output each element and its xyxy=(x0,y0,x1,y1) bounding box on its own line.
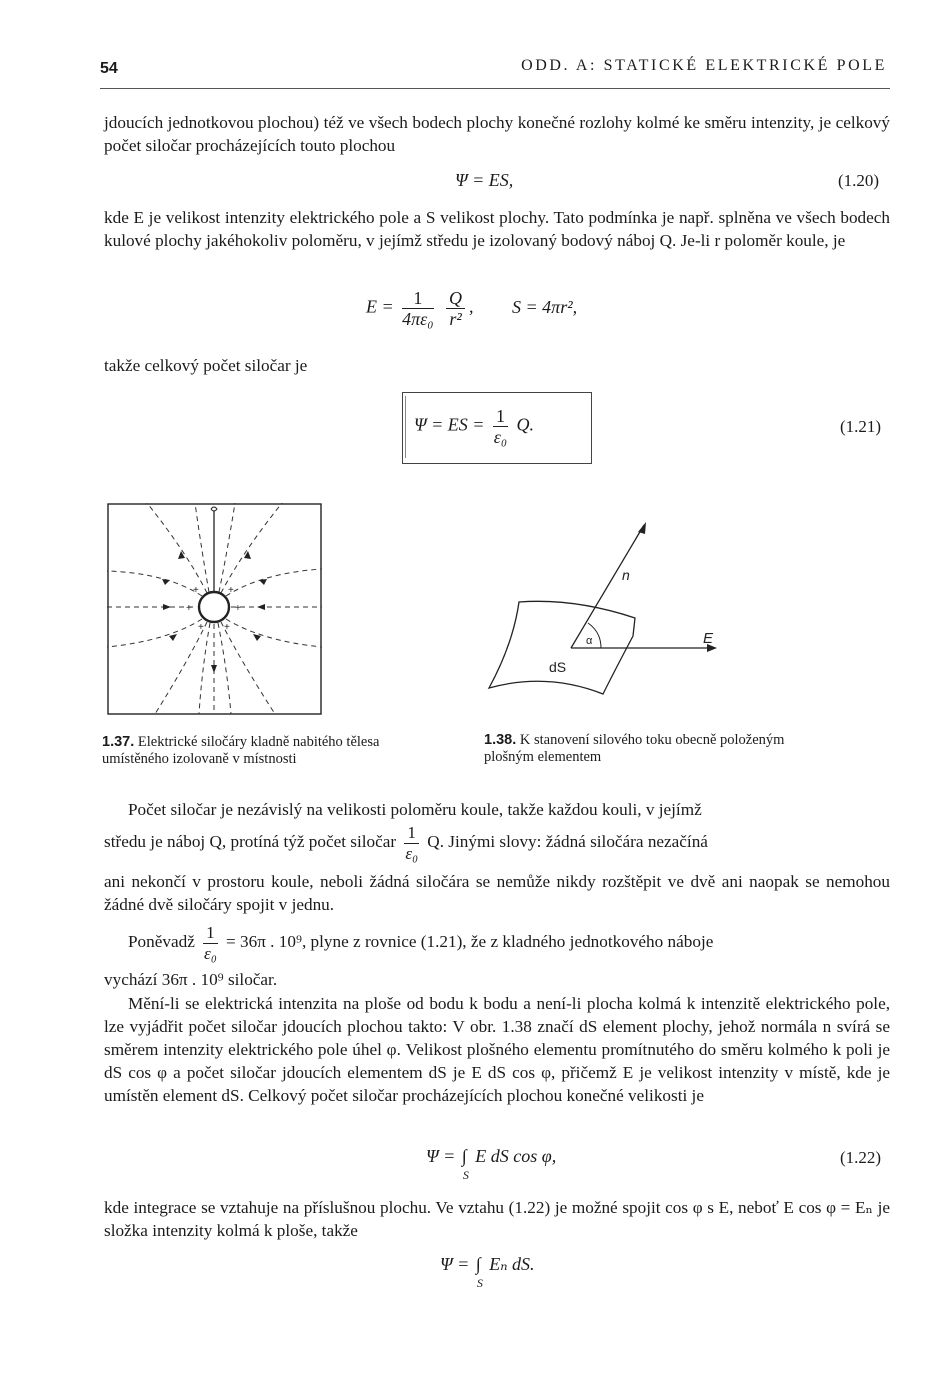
fraction-numerator: 1 xyxy=(404,823,419,844)
paragraph-5b: vychází 36π . 10⁹ siločar. xyxy=(104,970,278,989)
angle-label: α xyxy=(586,635,593,647)
charged-sphere xyxy=(199,592,229,622)
running-head: ODD. A: STATICKÉ ELEKTRICKÉ POLE xyxy=(521,57,887,74)
normal-label: n xyxy=(622,567,630,583)
normal-arrowhead xyxy=(638,522,646,534)
paragraph-4b xyxy=(104,822,890,864)
integral-domain: S xyxy=(476,1276,483,1290)
paragraph-4a: Počet siločar je nezávislý na velikosti poloměru koule, takže každou kouli, v jejímž xyxy=(128,800,702,819)
eq-last-left: Ψ = xyxy=(440,1254,470,1274)
paragraph-5 xyxy=(104,922,890,964)
caption-text: Elektrické siločáry kladně nabitého tělesa umístěného izolovaně v místnosti xyxy=(102,734,380,767)
integral-sign: ∫ S xyxy=(475,1254,483,1290)
p4b-after: Q. Jinými slovy: žádná siločára nezačíná xyxy=(427,832,708,851)
caption-text: K stanovení silového toku obecně položeným plošným elementem xyxy=(484,732,785,765)
inline-fraction-1-over-eps0 xyxy=(203,923,218,964)
p4b-before: středu je náboj Q, protíná týž počet siločar xyxy=(104,832,397,851)
eq121-right: Q. xyxy=(516,414,534,435)
fraction-denominator: r² xyxy=(449,309,462,329)
svg-text:+: + xyxy=(193,585,199,596)
fraction-denominator: 4πε₀ xyxy=(402,309,434,329)
fraction-1-over-eps0 xyxy=(493,406,508,447)
svg-text:+: + xyxy=(186,603,192,614)
caption-number: 1.38. xyxy=(484,732,517,748)
equation-1-20: Ψ = ES, xyxy=(455,170,514,190)
paragraph-6: Mění-li se elektrická intenzita na ploše od bodu k bodu a není-li plocha kolmá k intenzitě elektrického pole, lze vyjádřit počet siločar jdoucích plochou takto: V obr. 1.38 značí dS element plochy, jehož normála n svírá se směrem intenzity elektrického pole úhel φ. Velikost plošného elementu promítnutého do směru kolmého k poli je dS cos φ a počet siločar jdoucích elementem dS je E dS cos φ, přičemž E je velikost intenzity v místě, kde je umístěn element dS. Celkový počet siločar procházejících plochou konečné velikosti je xyxy=(104,994,890,1105)
p5-before: Poněvadž xyxy=(128,932,195,951)
figure-1-37-caption xyxy=(102,734,432,768)
eq-E-left: E = xyxy=(366,296,394,317)
equation-flux-normal xyxy=(440,1254,535,1290)
fraction-Q-over-r2 xyxy=(446,288,465,329)
svg-text:+: + xyxy=(235,603,241,614)
paragraph-3: takže celkový počet siločar je xyxy=(104,356,308,375)
caption-number: 1.37. xyxy=(102,734,135,750)
integral-domain: S xyxy=(462,1168,469,1182)
equation-number-1-20: (1.20) xyxy=(838,171,880,190)
equation-1-21 xyxy=(414,406,534,447)
paragraph-7: kde integrace se vztahuje na příslušnou plochu. Ve vztahu (1.22) je možné spojit cos φ s E, neboť E cos φ = Eₙ je složka intenzity kolmá k ploše, takže xyxy=(104,1198,890,1240)
svg-text:+: + xyxy=(198,622,204,633)
figure-1-37-field-lines xyxy=(107,503,322,715)
fraction-denominator: ε₀ xyxy=(493,427,508,447)
fraction-numerator: 1 xyxy=(402,288,433,309)
integral-sign: ∫ S xyxy=(461,1146,469,1182)
paragraph-2: kde E je velikost intenzity elektrického pole a S velikost plochy. Tato podmínka je např. splněna ve všech bodech kulové plochy jakéhokoliv poloměru, v jejímž středu je izolovaný bodový náboj Q. Je-li r poloměr koule, je xyxy=(104,208,890,250)
fraction-1-over-4pieps0 xyxy=(402,288,433,329)
eq122-left: Ψ = xyxy=(426,1146,456,1166)
figure-1-38-surface-element xyxy=(485,520,725,695)
eq122-right: E dS cos φ, xyxy=(475,1146,557,1166)
field-label: E xyxy=(703,630,714,647)
paragraph-4c: ani nekončí v prostoru koule, neboli žádná siločára se nemůže nikdy rozštěpit ve dvě ani naopak se nemohou žádné dvě siločáry spojit v jednu. xyxy=(104,872,890,914)
eq121-left: Ψ = ES = xyxy=(414,414,485,435)
rod-tip xyxy=(211,507,217,511)
svg-text:+: + xyxy=(228,585,234,596)
eq-S: S = 4πr², xyxy=(512,296,578,317)
eq-last-right: Eₙ dS. xyxy=(489,1254,535,1274)
header-rule xyxy=(100,88,890,89)
element-label: dS xyxy=(549,659,567,675)
equation-number-1-22: (1.22) xyxy=(840,1148,882,1167)
figure-1-38-caption xyxy=(484,732,814,766)
paragraph-1: jdoucích jednotkovou plochou) též ve všech bodech plochy konečné rozlohy kolmé ke směru intenzity, je celkový počet siločar procházejících touto plochou xyxy=(104,113,890,155)
fraction-denominator: ε₀ xyxy=(204,943,217,963)
fraction-denominator: ε₀ xyxy=(405,843,419,863)
fraction-numerator: 1 xyxy=(493,406,508,427)
equation-E-and-S: E = $\frac{1}{\text{4πε₀}}$ $\frac{Q}{\text{r²}}$ , S = 4πr², xyxy=(366,288,578,329)
fraction-numerator: Q xyxy=(446,288,465,309)
svg-text:+: + xyxy=(224,622,230,633)
p5-after: = 36π . 10⁹, plyne z rovnice (1.21), že z kladného jednotkového náboje xyxy=(226,932,714,951)
page-number: 54 xyxy=(100,60,118,77)
equation-number-1-21: (1.21) xyxy=(840,417,882,436)
fraction-numerator: 1 xyxy=(203,923,218,944)
inline-fraction-1-over-eps0 xyxy=(404,823,419,864)
equation-1-22 xyxy=(426,1146,557,1182)
